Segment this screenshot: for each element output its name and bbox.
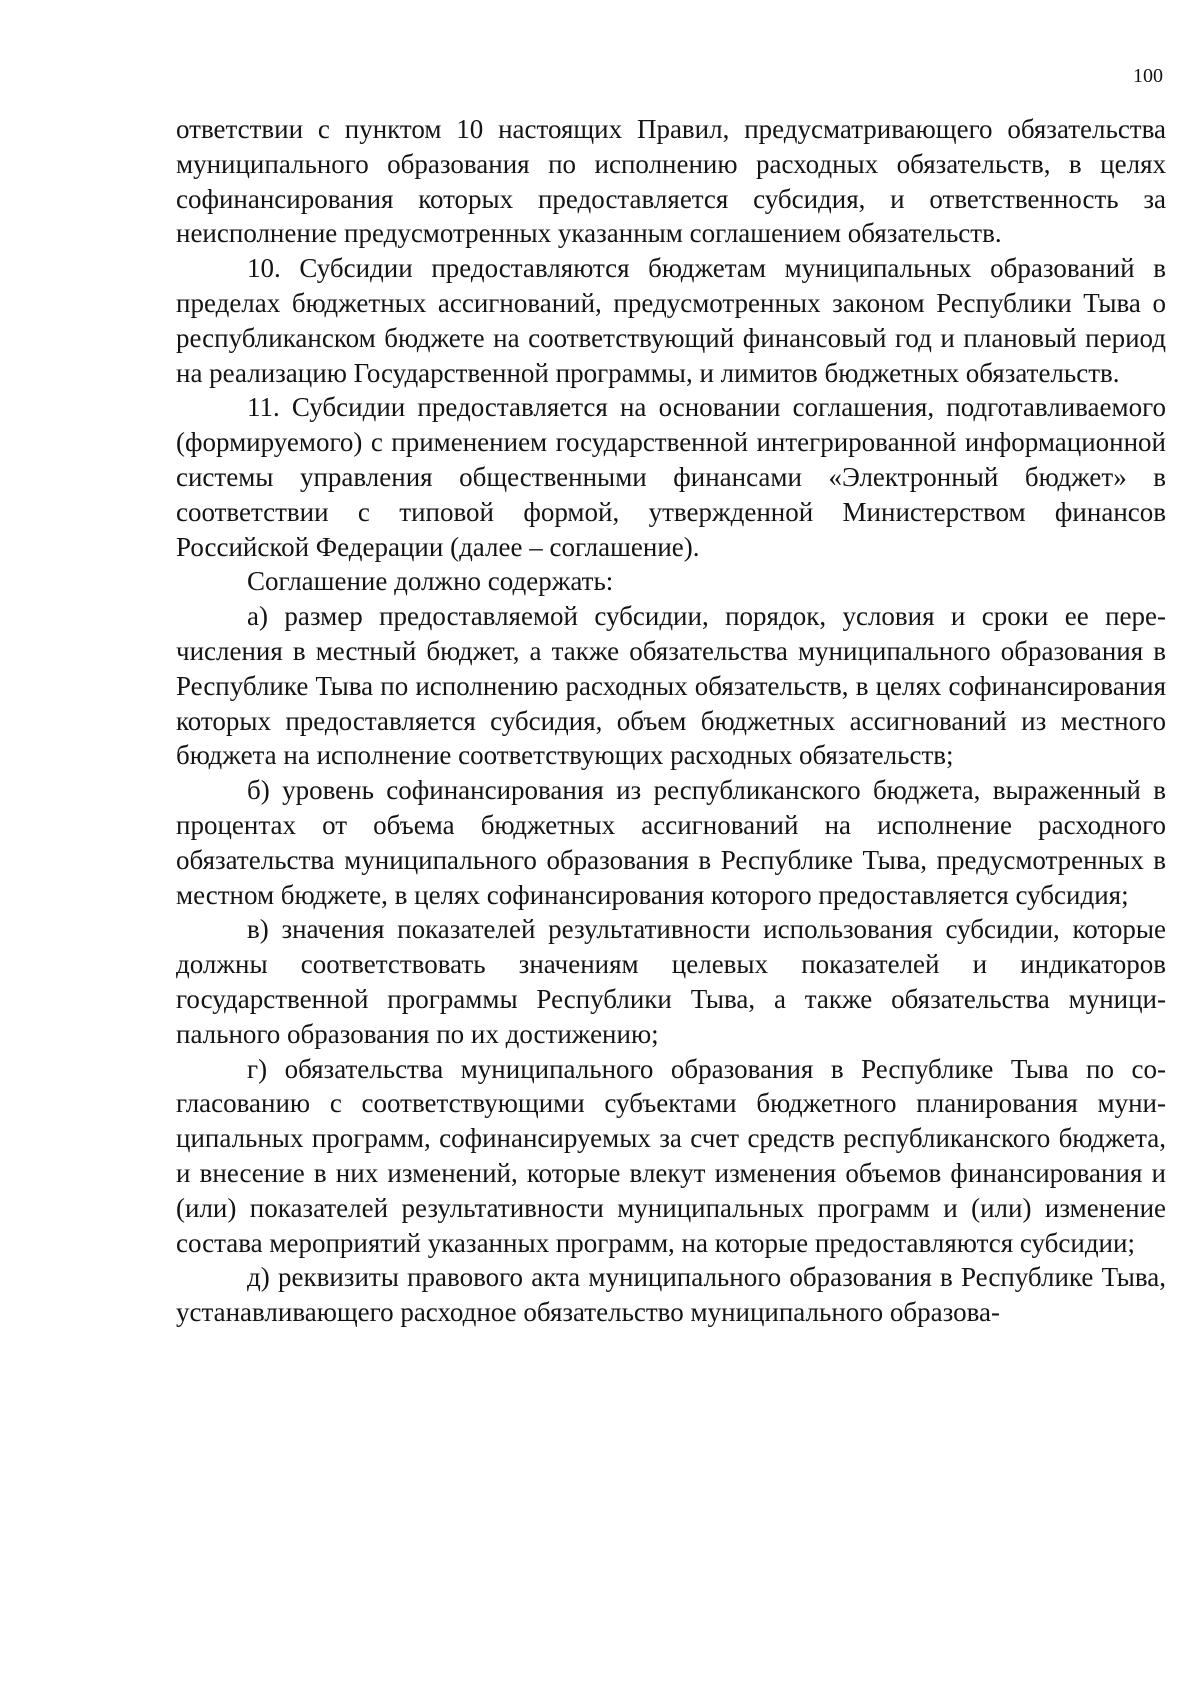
paragraph-clause-10: 10. Субсидии предоставляются бюджетам муниципальных образований в пределах бюджетных ассигнований, предусмотренных законом Республики Тыва о республиканском бюджете на соответствующий финансовый год и плановый период на реализацию Государственной программы, и лимитов бюджетных обязательств. [176, 253, 1166, 388]
paragraph-agreement-intro: Соглашение должно содержать: [247, 566, 614, 597]
paragraph-continuation: ответствии с пунктом 10 настоящих Правил, предусматривающего обязательства муниципального образования по исполнению расходных обязательств, в целях софинансирования которых предоставляется субсидия, и ответственность за неисполнение предусмотренных указанным соглашением обязательств. [176, 114, 1166, 249]
body-text [176, 112, 1166, 1330]
paragraph-item-v: в) значения показателей результативности использования субсидии, которые должны соответствовать значениям целевых показателей и индикаторов государственной программы Республики Тыва, а также обязательства муниципального образования по их достижению; [176, 914, 1166, 1049]
paragraph-item-g: г) обязательства муниципального образования в Республике Тыва по согласованию с соответствующими субъектами бюджетного планирования муниципальных программ, софинансируемых за счет средств республиканского бюджета, и внесение в них изменений, которые влекут изменения объемов финансирования и (или) показателей результативности муниципальных программ и (или) изменение состава мероприятий указанных программ, на которые предоставляются субсидии; [176, 1053, 1166, 1258]
paragraph-item-a: а) размер предоставляемой субсидии, порядок, условия и сроки ее перечисления в местный бюджет, а также обязательства муниципального образования в Республике Тыва по исполнению расходных обязательств, в целях софинансирования которых предоставляется субсидия, объем бюджетных ассигнований из местного бюджета на исполнение соответствующих расходных обязательств; [176, 601, 1166, 771]
paragraph-item-d: д) реквизиты правового акта муниципального образования в Республике Тыва, устанавливающего расходное обязательство муниципального образова- [176, 1262, 1166, 1328]
page-number: 100 [1133, 65, 1163, 87]
paragraph-item-b: б) уровень софинансирования из республиканского бюджета, выраженный в процентах от объема бюджетных ассигнований на исполнение расходного обязательства муниципального образования в Республике Тыва, предусмотренных в местном бюджете, в целях софинансирования которого предоставляется субсидия; [176, 775, 1166, 910]
paragraph-clause-11: 11. Субсидии предоставляется на основании соглашения, подготавливаемого (формируемого) с применением государственной интегрированной информационной системы управления общественными финансами «Электронный бюджет» в соответствии с типовой формой, утвержденной Министерством финансов Российской Федерации (далее – соглашение). [176, 392, 1166, 562]
